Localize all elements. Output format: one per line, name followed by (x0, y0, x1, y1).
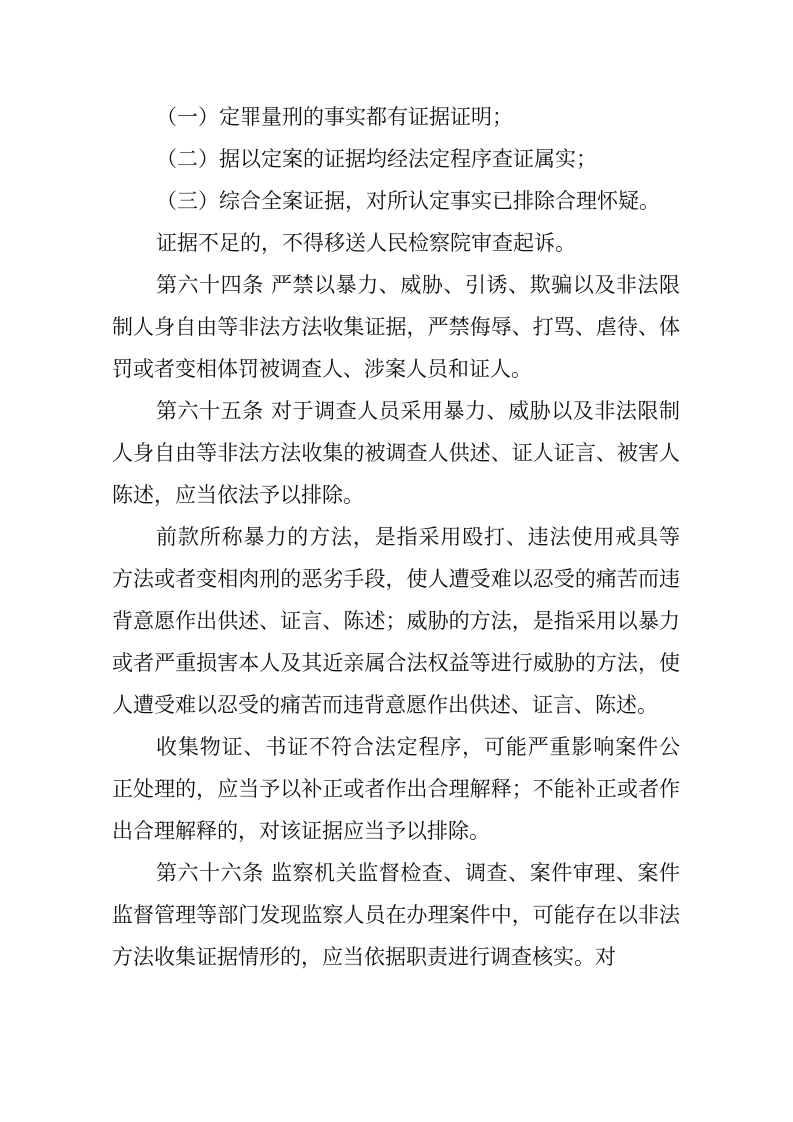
document-body (112, 96, 680, 978)
paragraph-article-64: 第六十四条 严禁以暴力、威胁、引诱、欺骗以及非法限制人身自由等非法方法收集证据，严禁侮辱、打骂、虐待、体罚或者变相体罚被调查人、涉案人员和证人。 (112, 273, 680, 381)
paragraph-evidence-item-1: （一）定罪量刑的事实都有证据证明； (156, 105, 513, 129)
paragraph-evidence-item-2: （二）据以定案的证据均经法定程序查证属实； (156, 147, 597, 171)
paragraph-violence-definition: 前款所称暴力的方法，是指采用殴打、违法使用戒具等方法或者变相肉刑的恶劣手段，使人遭受难以忍受的痛苦而违背意愿作出供述、证言、陈述；威胁的方法，是指采用以暴力或者严重损害本人及其近亲属合法权益等进行威胁的方法，使人遭受难以忍受的痛苦而违背意愿作出供述、证言、陈述。 (112, 525, 680, 717)
paragraph-physical-evidence: 收集物证、书证不符合法定程序，可能严重影响案件公正处理的，应当予以补正或者作出合理解释；不能补正或者作出合理解释的，对该证据应当予以排除。 (112, 735, 680, 843)
paragraph-insufficient-evidence: 证据不足的，不得移送人民检察院审查起诉。 (156, 231, 576, 255)
paragraph-evidence-item-3: （三）综合全案证据，对所认定事实已排除合理怀疑。 (156, 189, 660, 213)
paragraph-article-65: 第六十五条 对于调查人员采用暴力、威胁以及非法限制人身自由等非法方法收集的被调查人供述、证人证言、被害人陈述，应当依法予以排除。 (112, 399, 680, 507)
paragraph-article-66: 第六十六条 监察机关监督检查、调查、案件审理、案件监督管理等部门发现监察人员在办理案件中，可能存在以非法方法收集证据情形的，应当依据职责进行调查核实。对 (112, 861, 680, 969)
